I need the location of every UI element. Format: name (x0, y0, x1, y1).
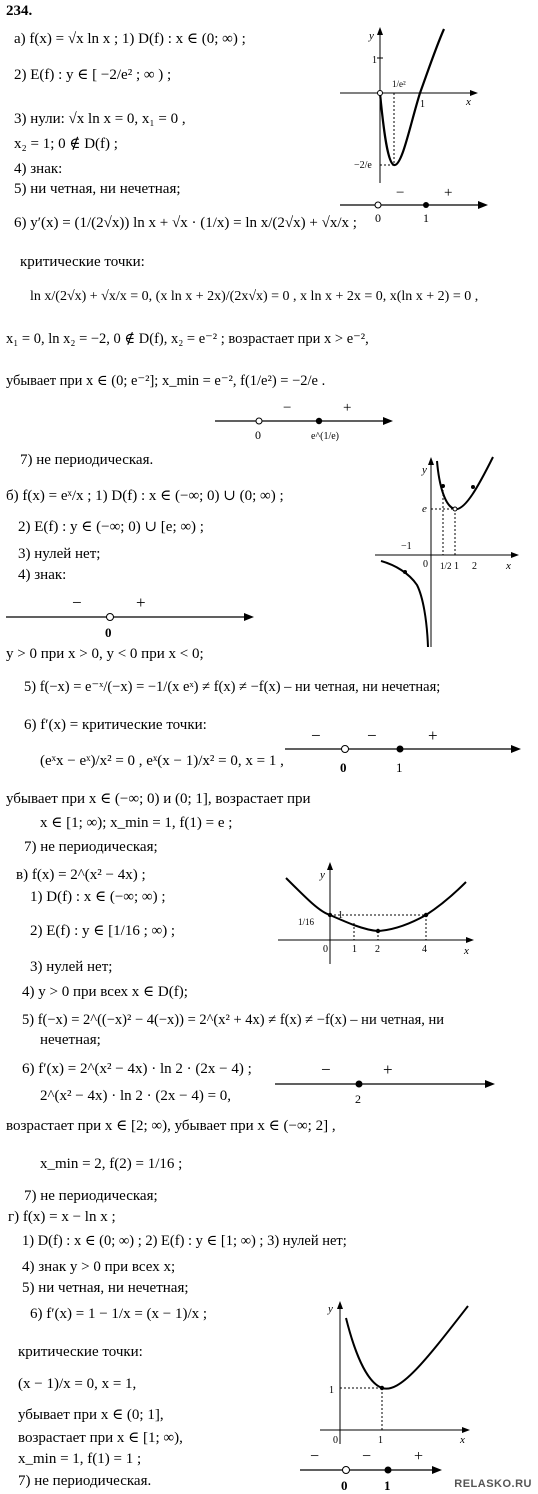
sign-b2-minus-left: − (311, 726, 321, 745)
line-d-domain-range: 1) D(f) : x ∈ (0; ∞) ; 2) E(f) : y ∈ [1; ∞) ; 3) нулей нет; (22, 1233, 347, 1249)
line-a-zeros-2: x₂ = 1; 0 ∉ D(f) ; (14, 136, 118, 152)
graph-a-xmin-label: 1/e² (392, 79, 406, 89)
line-b-parity: 5) f(−x) = e⁻ˣ/(−x) = −1/(x eˣ) ≠ f(x) ≠ −f(x) – ни четная, ни нечетная; (24, 679, 441, 695)
sign-d-zero: 0 (341, 1478, 348, 1493)
graph-a-ymin-label: −2/e (354, 160, 372, 171)
sign-line-b1 (6, 587, 256, 639)
line-c-parity-2: нечетная; (40, 1032, 101, 1048)
graph-b (375, 455, 525, 650)
graph-a-y-label: y (369, 30, 374, 42)
sign-d-one: 1 (384, 1478, 391, 1493)
sign-b2-minus-right: − (367, 726, 377, 745)
line-b-sign-result: y > 0 при x > 0, y < 0 при x < 0; (6, 646, 204, 662)
graph-d-x-label: x (460, 1434, 465, 1446)
line-c-range: 2) E(f) : y ∈ [1/16 ; ∞) ; (30, 923, 176, 939)
line-b-zeros: 3) нулей нет; (18, 546, 101, 562)
line-c-parity: 5) f(−x) = 2^((−x)² − 4(−x)) = 2^(x² + 4x) ≠ f(x) ≠ −f(x) – ни четная, ни (22, 1012, 445, 1028)
sign-b1-zero: 0 (105, 625, 112, 639)
sign-c-two: 2 (355, 1092, 361, 1105)
line-b-periodic: 7) не периодическая; (24, 839, 158, 855)
line-c-derivative: 6) f′(x) = 2^(x² − 4x) · ln 2 · (2x − 4) ; (22, 1061, 252, 1077)
line-b-min: x ∈ [1; ∞); x_min = 1, f(1) = e ; (40, 815, 233, 831)
line-a-function: а) f(x) = √x ln x ; 1) D(f) : x ∈ (0; ∞) ; (14, 31, 246, 47)
sign-a2-minus: − (283, 400, 292, 416)
line-a-solution: x₁ = 0, ln x₂ = −2, 0 ∉ D(f), x₂ = e⁻² ; возрастает при x > e⁻², (6, 331, 369, 347)
line-c-zeros: 3) нулей нет; (30, 959, 113, 975)
sign-d-minus-left: − (310, 1448, 320, 1465)
line-a-range: 2) E(f) : y ∈ [ −2/e² ; ∞ ) ; (14, 67, 172, 83)
sign-b1-minus: − (72, 593, 82, 612)
sign-a2-zero: 0 (255, 428, 261, 442)
line-d-parity: 5) ни четная, ни нечетная; (22, 1280, 189, 1296)
graph-b-e-label: e (422, 503, 427, 515)
sign-a2-plus: + (343, 400, 352, 416)
line-d-function: г) f(x) = x − ln x ; (8, 1209, 116, 1225)
graph-c-y-label: y (320, 869, 325, 881)
watermark: RELASKO.RU (454, 1478, 532, 1490)
graph-d-zero: 0 (333, 1435, 338, 1446)
line-d-sign: 4) знак y > 0 при всех x; (22, 1259, 176, 1275)
graph-a-x-label: x (466, 96, 471, 108)
graph-d-one-x: 1 (378, 1435, 383, 1446)
sign-d-minus-right: − (362, 1448, 372, 1465)
graph-b-x-label: x (506, 560, 511, 572)
sign-a1-plus: + (444, 185, 453, 201)
line-d-periodic: 7) не периодическая. (18, 1473, 152, 1489)
sign-b2-plus: + (428, 726, 438, 745)
line-c-min: x_min = 2, f(2) = 1/16 ; (40, 1156, 183, 1172)
graph-c-x-label: x (464, 945, 469, 957)
line-b-decreasing: убывает при x ∈ (−∞; 0) и (0; 1], возрастает при (6, 791, 311, 807)
line-a-equation: ln x/(2√x) + √x/x = 0, (x ln x + 2x)/(2x√x) = 0 , x ln x + 2x = 0, x(ln x + 2) = 0 , (30, 289, 479, 304)
line-b-range: 2) E(f) : y ∈ (−∞; 0) ∪ [e; ∞) ; (18, 519, 204, 535)
line-c-sign: 4) y > 0 при всех x ∈ D(f); (22, 984, 188, 1000)
graph-b-one: 1 (454, 561, 459, 572)
graph-c-y-tick: 1/16 (298, 917, 315, 927)
line-a-decreasing: убывает при x ∈ (0; e⁻²]; x_min = e⁻², f(1/e²) = −2/e . (6, 373, 326, 389)
sign-b2-zero: 0 (340, 760, 347, 775)
graph-b-zero: 0 (423, 559, 428, 570)
sign-line-a2 (215, 395, 395, 443)
line-a-periodic: 7) не периодическая. (20, 452, 154, 468)
line-d-critical: критические точки: (18, 1344, 143, 1360)
sign-line-b2 (285, 722, 525, 778)
line-b-equation: (eˣx − eˣ)/x² = 0 , eˣ(x − 1)/x² = 0, x = 1 , (40, 753, 284, 769)
graph-c-two: 2 (375, 944, 380, 955)
sign-line-a1 (340, 182, 490, 227)
line-a-parity: 5) ни четная, ни нечетная; (14, 181, 181, 197)
sign-line-d (300, 1446, 445, 1494)
line-a-sign: 4) знак: (14, 161, 63, 177)
line-b-function: б) f(x) = eˣ/x ; 1) D(f) : x ∈ (−∞; 0) ∪ (0; ∞) ; (6, 488, 284, 504)
sign-a1-one: 1 (423, 211, 429, 225)
sign-line-c (275, 1055, 500, 1105)
line-b-derivative: 6) f′(x) = критические точки: (24, 717, 207, 733)
sign-c-plus: + (383, 1060, 393, 1079)
line-a-zeros: 3) нули: √x ln x = 0, x₁ = 0 , (14, 111, 186, 127)
line-c-monotonic: возрастает при x ∈ [2; ∞), убывает при x ∈ (−∞; 2] , (6, 1118, 336, 1134)
graph-d (320, 1298, 475, 1446)
graph-a-one-x: 1 (420, 99, 425, 110)
line-b-sign: 4) знак: (18, 567, 67, 583)
line-a-derivative: 6) y′(x) = (1/(2√x)) ln x + √x · (1/x) = ln x/(2√x) + √x/x ; (14, 215, 357, 231)
line-d-decreasing: убывает при x ∈ (0; 1], (18, 1407, 164, 1423)
graph-c-four: 4 (422, 944, 427, 955)
line-d-min: x_min = 1, f(1) = 1 ; (18, 1451, 142, 1467)
line-c-equation: 2^(x² − 4x) · ln 2 · (2x − 4) = 0, (40, 1088, 232, 1104)
line-c-periodic: 7) не периодическая; (24, 1188, 158, 1204)
graph-c-zero: 0 (323, 944, 328, 955)
sign-a1-minus: − (396, 185, 405, 201)
sign-b2-one: 1 (396, 760, 403, 775)
graph-b-y-label: y (422, 464, 427, 476)
line-c-function: в) f(x) = 2^(x² − 4x) ; (16, 867, 146, 883)
graph-a-one-y: 1 (372, 55, 377, 66)
sign-c-minus: − (321, 1060, 331, 1079)
line-d-equation: (x − 1)/x = 0, x = 1, (18, 1376, 137, 1392)
line-c-domain: 1) D(f) : x ∈ (−∞; ∞) ; (30, 889, 166, 905)
graph-b-half: 1/2 (440, 561, 452, 571)
graph-d-one-y: 1 (329, 1385, 334, 1396)
graph-a (340, 25, 490, 185)
line-a-critical: критические точки: (20, 254, 145, 270)
line-d-derivative: 6) f′(x) = 1 − 1/x = (x − 1)/x ; (30, 1306, 208, 1322)
graph-c (278, 860, 478, 968)
graph-d-y-label: y (328, 1303, 333, 1315)
sign-a1-zero: 0 (375, 211, 381, 225)
graph-c-one-left: 1 (338, 910, 343, 921)
sign-d-plus: + (414, 1448, 424, 1465)
sign-a2-e: e^(1/e) (311, 431, 340, 442)
problem-number: 234. (6, 3, 33, 19)
line-d-increasing: возрастает при x ∈ [1; ∞), (18, 1430, 183, 1446)
graph-c-one: 1 (352, 944, 357, 955)
sign-b1-plus: + (136, 593, 146, 612)
graph-b-two: 2 (472, 561, 477, 572)
graph-b-neg-one: −1 (401, 541, 412, 552)
